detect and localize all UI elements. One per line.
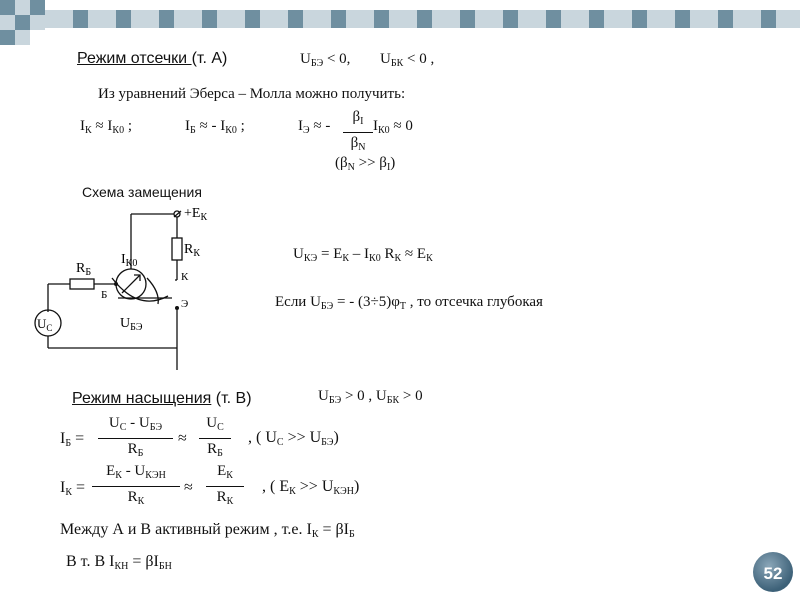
text: - U	[126, 415, 150, 431]
subscript: Б	[348, 529, 355, 540]
text: >> U	[295, 478, 334, 495]
text: Если U	[275, 294, 321, 310]
fraction-bar	[199, 438, 231, 439]
checker-decoration	[0, 0, 800, 46]
text: = βI	[128, 553, 159, 570]
equivalent-circuit	[30, 200, 250, 370]
saturation-title-suffix: (т. В)	[211, 390, 252, 407]
subscript: БЭ	[320, 301, 334, 312]
subscript: БЭ	[149, 422, 163, 433]
saturation-condition	[318, 388, 423, 406]
fraction-denominator	[206, 488, 244, 511]
text: ≈ I	[91, 118, 113, 134]
text: = E	[317, 246, 343, 262]
subscript: К	[342, 253, 350, 264]
subscript: К0	[225, 125, 237, 136]
subscript: К	[137, 496, 145, 507]
text: = βI	[318, 521, 349, 538]
symbol: I	[373, 118, 378, 134]
emitter-node	[175, 306, 179, 310]
ik0-label: $I_{К0}$	[121, 252, 138, 269]
equation-ie-rhs	[373, 118, 413, 136]
symbol: E	[217, 463, 227, 479]
text: ≈ -	[309, 118, 331, 134]
text: =	[72, 479, 86, 496]
subscript: С	[119, 422, 127, 433]
text: < 0,	[323, 51, 351, 67]
ib-lhs	[60, 430, 84, 449]
approx-sign: ≈	[178, 430, 187, 447]
point-b-equation	[66, 553, 172, 572]
subscript: КЭ	[303, 253, 318, 264]
subscript: К	[85, 125, 92, 136]
text: )	[390, 155, 396, 171]
subscript: Т	[399, 301, 406, 312]
cutoff-condition-2	[380, 51, 434, 69]
fraction-numerator	[206, 462, 244, 485]
text: )	[354, 478, 360, 495]
saturation-title-main: Режим насыщения	[72, 390, 212, 407]
ik-fraction-2	[206, 462, 244, 511]
equation-ie-lhs	[298, 118, 330, 136]
symbol: R	[127, 441, 138, 457]
text: = - (3÷5)φ	[333, 294, 400, 310]
scheme-label: Схема замещения	[82, 184, 202, 200]
symbol: R	[207, 441, 218, 457]
fraction-bar	[98, 438, 173, 439]
subscript: Б	[65, 438, 72, 449]
text: , ( U	[248, 429, 277, 446]
text: >> U	[283, 429, 322, 446]
subscript: К0	[378, 125, 390, 136]
subscript: Б	[217, 448, 223, 459]
subscript: К	[115, 470, 122, 481]
subscript: К0	[369, 253, 381, 264]
symbol: R	[216, 489, 227, 505]
ek-label: $+E_К$	[184, 206, 208, 223]
base-node	[114, 282, 118, 286]
equation-ib	[185, 118, 245, 136]
active-mode-text	[60, 521, 355, 540]
symbol: I	[80, 118, 85, 134]
symbol: I	[298, 118, 303, 134]
symbol: U	[318, 388, 329, 404]
ebers-moll-text: Из уравнений Эберса – Молла можно получить:	[98, 86, 406, 102]
subscript: N	[358, 142, 366, 153]
text: ≈ - I	[195, 118, 226, 134]
node-k-label: К	[181, 271, 189, 283]
beta-ratio-fraction	[343, 108, 373, 157]
text: < 0 ,	[403, 51, 435, 67]
subscript: БК	[390, 58, 404, 69]
uke-equation	[293, 246, 433, 264]
symbol: U	[380, 51, 391, 67]
deep-cutoff-condition	[275, 294, 543, 312]
text: ≈ 0	[389, 118, 413, 134]
fraction-denominator	[98, 440, 173, 463]
cutoff-title-main: Режим отсечки	[77, 50, 192, 67]
ib-fraction-2	[199, 414, 231, 463]
ik-fraction-1	[92, 462, 180, 511]
fraction-numerator	[199, 414, 231, 437]
ib-condition	[248, 429, 339, 448]
subscript: К	[426, 253, 433, 264]
subscript: I	[360, 116, 364, 127]
subscript: БЭ	[310, 58, 324, 69]
cutoff-title	[77, 50, 227, 68]
subscript: N	[347, 162, 355, 173]
symbol: β	[352, 109, 361, 125]
subscript: БЭ	[321, 437, 334, 448]
fraction-numerator	[92, 462, 180, 485]
text: , ( E	[262, 478, 290, 495]
symbol: β	[350, 135, 359, 151]
subscript: I	[386, 162, 391, 173]
rb-resistor	[70, 279, 94, 289]
fraction-bar	[343, 132, 373, 133]
fraction-numerator	[98, 414, 173, 437]
subscript: БК	[386, 395, 400, 406]
symbol: E	[106, 463, 116, 479]
text: Между А и В активный режим , т.е. I	[60, 521, 312, 538]
cutoff-title-suffix: (т. А)	[191, 50, 228, 67]
subscript: К	[65, 487, 72, 498]
subscript: К0	[112, 125, 125, 136]
ik-condition	[262, 478, 359, 497]
rk-label: $R_К$	[184, 242, 201, 259]
text: ;	[236, 118, 245, 134]
text: > 0	[399, 388, 423, 404]
subscript: С	[276, 437, 284, 448]
subscript: C	[217, 422, 224, 433]
fraction-numerator	[343, 108, 373, 131]
text: - U	[121, 463, 146, 479]
symbol: U	[293, 246, 304, 262]
subscript: К	[394, 253, 402, 264]
cutoff-condition-1	[300, 51, 350, 69]
uc-label: $U_С$	[37, 316, 53, 333]
subscript: Б	[190, 125, 196, 136]
subscript: К	[289, 486, 296, 497]
text: >> β	[354, 155, 387, 171]
ik-lhs	[60, 479, 85, 498]
text: ;	[124, 118, 132, 134]
subscript: БН	[158, 561, 172, 572]
text: (β	[335, 155, 348, 171]
symbol: I	[60, 479, 66, 496]
node-e-label: Э	[181, 298, 189, 310]
symbol: U	[108, 415, 120, 431]
page-number-badge: 52	[753, 552, 793, 592]
subscript: К	[226, 496, 234, 507]
node-b-label: Б	[101, 289, 108, 301]
text: ≈ E	[401, 246, 427, 262]
symbol: U	[206, 415, 218, 431]
text: > 0 , U	[341, 388, 387, 404]
text: В т. В I	[66, 553, 115, 570]
fraction-bar	[206, 486, 244, 487]
symbol: R	[127, 489, 138, 505]
subscript: Б	[137, 448, 144, 459]
text: – I	[349, 246, 370, 262]
saturation-title	[72, 390, 252, 408]
fraction-denominator	[92, 488, 180, 511]
approx-sign: ≈	[184, 479, 193, 496]
text: R	[380, 246, 395, 262]
symbol: I	[60, 430, 66, 447]
fraction-denominator	[343, 134, 373, 157]
equation-ik	[80, 118, 132, 136]
symbol: I	[185, 118, 190, 134]
rk-resistor	[172, 238, 182, 260]
ib-fraction-1	[98, 414, 173, 463]
ube-label: $U_{БЭ}$	[120, 316, 143, 333]
beta-condition	[335, 155, 395, 173]
text: , то отсечка глубокая	[405, 294, 543, 310]
text: )	[333, 429, 339, 446]
subscript: Э	[303, 125, 310, 136]
subscript: КЭН	[333, 486, 355, 497]
symbol: U	[300, 51, 311, 67]
subscript: К	[311, 529, 319, 540]
subscript: КЭН	[145, 470, 166, 481]
rb-label: $R_Б$	[76, 261, 92, 278]
fraction-bar	[92, 486, 180, 487]
fraction-denominator	[199, 440, 231, 463]
subscript: К	[226, 470, 233, 481]
text: =	[71, 430, 85, 447]
subscript: КН	[114, 561, 129, 572]
subscript: БЭ	[328, 395, 342, 406]
